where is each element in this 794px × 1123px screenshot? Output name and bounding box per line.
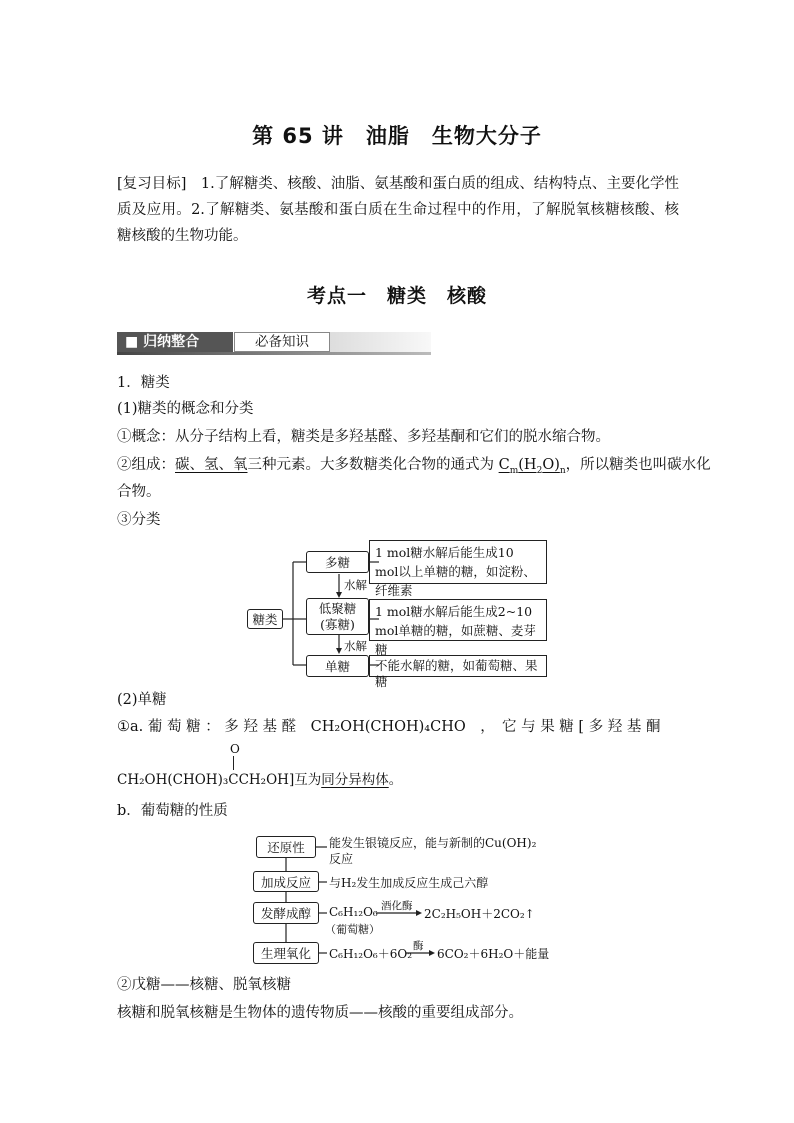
monosaccharide-heading: (2)单糖 [117,692,167,708]
polysaccharide-box: 多糖 [306,551,369,573]
box-addition: 加成反应 [253,871,319,892]
nucleic-line: 核糖和脱氧核糖是生物体的遗传物质——核酸的重要组成部分。 [117,1005,523,1021]
ferment-note: （葡萄糖） [325,923,380,936]
heading-sugars: 1．糖类 [117,375,170,391]
classification-diagram [247,537,549,689]
root-sugar-box: 糖类 [247,609,283,629]
monosaccharide-box: 单糖 [306,655,369,677]
ferment-left: C₆H₁₂O₆ [329,905,378,919]
glucose-line: ①a. 葡 萄 糖 ： 多 羟 基 醛 CH₂OH(CHOH)₄CHO ， 它 与 果 糖 [ 多 羟 基 酮 [117,719,661,735]
classify-label: ③分类 [117,512,161,528]
pentose-line: ②戊糖——核糖、脱氧核糖 [117,977,291,993]
section-title: 考点一 糖类 核酸 [306,285,487,307]
addition-text: 与H₂发生加成反应生成己六醇 [329,876,489,890]
fructose-line: CH₂OH(CHOH)₃CCH₂OH]互为同分异构体。 [117,772,403,788]
monosaccharide-note: 不能水解的糖，如葡萄糖、果糖 [369,655,547,677]
box-oxidation: 生理氧化 [253,942,319,964]
subheading-concept: (1)糖类的概念和分类 [117,401,254,417]
reducing-text-2: 反应 [329,852,354,866]
section-banner [117,332,431,354]
concept-text: ①概念：从分子结构上看，糖类是多羟基醛、多羟基酮和它们的脱水缩合物。 [117,429,610,445]
oxidation-catalyst: 酶 [413,940,424,952]
fructose-carbonyl-o: O [230,742,240,756]
isomer-term: 同分异构体 [321,772,389,788]
ferment-catalyst: 酒化酶 [381,900,413,912]
fructose-formula: CH₂OH(CHOH)₃CCH₂OH [117,772,289,788]
general-formula: $C_m(H_2O)_n$ [498,457,566,476]
polysaccharide-note: 1 mol糖水解后能生成10 mol以上单糖的糖，如淀粉、纤维素 [369,540,547,584]
review-goal-label: [复习目标] [117,176,187,192]
banner-right-label: 必备知识 [234,332,330,352]
oligosaccharide-note: 1 mol糖水解后能生成2~10 mol单糖的糖，如蔗糖、麦芽糖 [369,599,547,641]
oxidation-left: C₆H₁₂O₆＋6O₂ [329,947,413,961]
box-fermentation: 发酵成醇 [253,902,319,924]
hydrolysis-label-2: 水解 [344,639,367,653]
banner-left-label: ■ 归纳整合 [117,332,233,352]
composition-elements: 碳、氢、氧 [175,457,248,473]
review-goal [117,171,679,249]
review-goal-text: 1.了解糖类、核酸、油脂、氨基酸和蛋白质的组成、结构特点、主要化学性质及应用。2.了解糖类、氨基酸和蛋白质在生命过程中的作用，了解脱氧核糖核酸、核糖核酸的生物功能。 [117,176,679,244]
properties-diagram [253,832,550,968]
ferment-right: 2C₂H₅OH＋2CO₂↑ [424,907,535,921]
composition-text: ②组成：碳、氢、氧三种元素。大多数糖类化合物的通式为 $C_m(H_2O)_n$，所以糖类也叫碳水化 [117,457,711,476]
page-title: 第 65 讲 油脂 生物大分子 [252,124,542,148]
glucose-properties-heading: b．葡萄糖的性质 [117,803,228,819]
reducing-text-1: 能发生银镜反应，能与新制的Cu(OH)₂ [329,836,537,850]
composition-cont: 合物。 [117,484,161,500]
oxidation-right: 6CO₂＋6H₂O＋能量 [437,947,550,961]
oligosaccharide-box: 低聚糖 (寡糖) [306,598,369,635]
box-reducing: 还原性 [256,836,316,858]
hydrolysis-label-1: 水解 [344,578,367,592]
carbonyl-bond [233,756,234,770]
